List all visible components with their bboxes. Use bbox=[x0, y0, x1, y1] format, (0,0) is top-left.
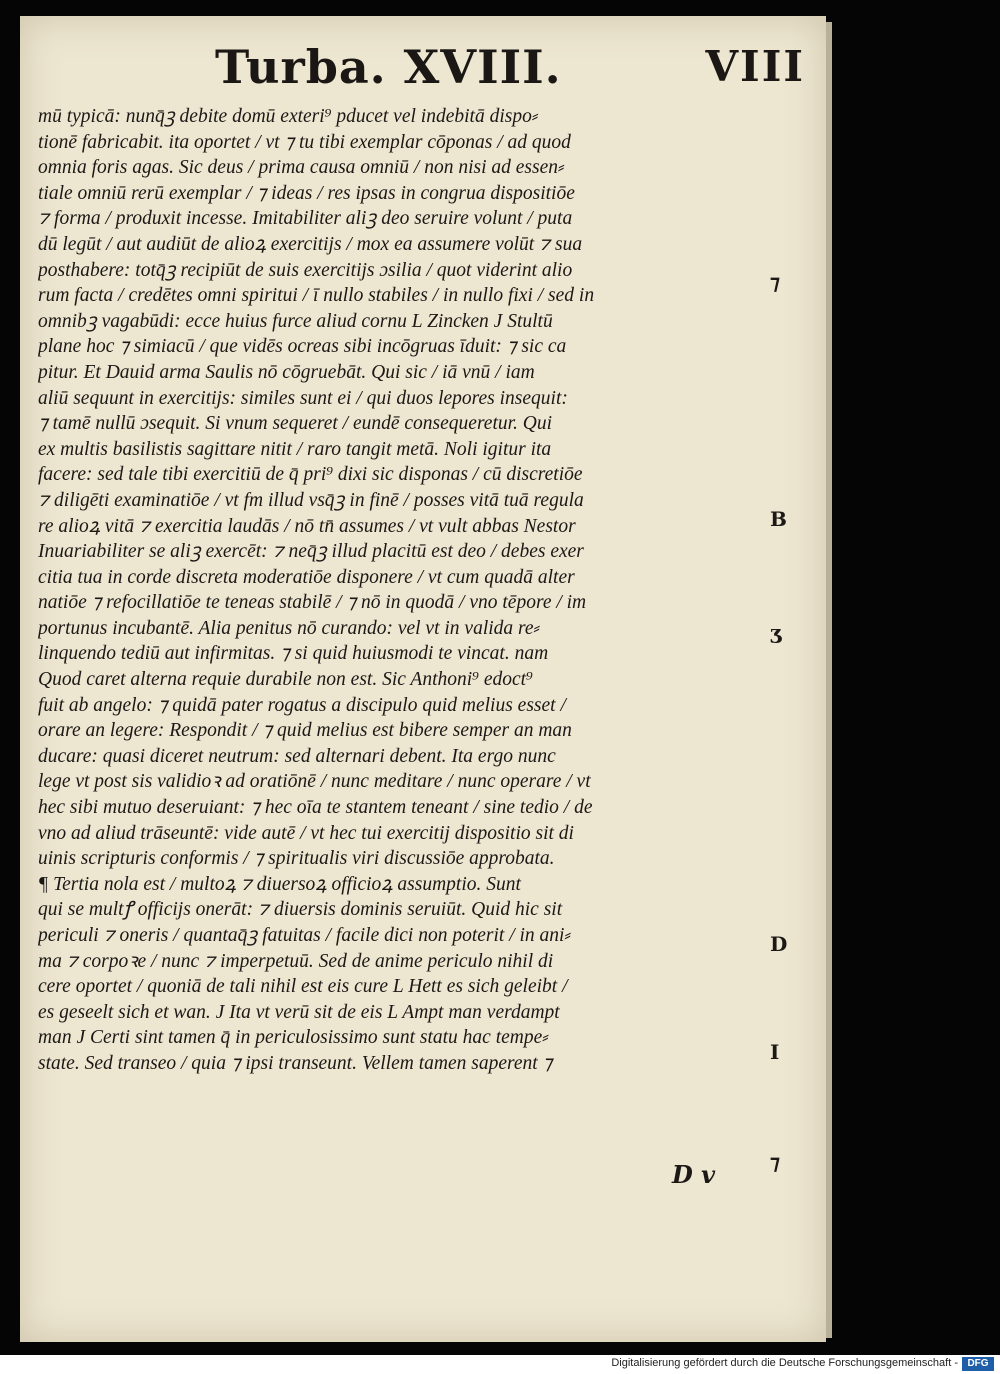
page-edge bbox=[826, 22, 832, 1338]
text-line: cere oportet / quoniā de tali nihil est eis cure L Hett es sich geleibt / bbox=[38, 976, 568, 998]
text-line: es geseelt sich et wan. J Ita vt verū sit de eis L Ampt man verdampt bbox=[38, 1001, 560, 1023]
text-line: facere: sed tale tibi exercitiū de q̄ pri⁹ dixi sic disponas / cū discretiōe bbox=[38, 464, 583, 486]
folio-number: VIII bbox=[705, 42, 805, 91]
text-line: fuit ab angelo: ⁊ quidā pater rogatus a discipulo quid melius esset / bbox=[38, 694, 566, 716]
margin-note: ʒ bbox=[770, 620, 782, 644]
text-line: ⁊ tamē nullū ɔsequit. Si vnum sequeret / eundē consequeretur. Qui bbox=[38, 413, 553, 435]
text-line: omnia foris agas. Sic deus / prima causa omniū / non nisi ad essen⸗ bbox=[38, 157, 565, 179]
margin-note: ⁊ bbox=[770, 270, 780, 294]
text-line: aliū sequunt in exercitijs: similes sunt ei / qui duos lepores insequit: bbox=[38, 387, 568, 409]
text-line: hec sibi mutuo deseruiant: ⁊ hec oīa te stantem teneant / sine tedio / de bbox=[38, 797, 593, 819]
funding-credit: Digitalisierung gefördert durch die Deutsche Forschungsgemeinschaft - bbox=[611, 1357, 958, 1369]
text-line: posthabere: totq̄ꝫ recipiūt de suis exercitijs ɔsilia / quot viderint alio bbox=[38, 259, 573, 281]
margin-note: D bbox=[770, 932, 788, 956]
text-line: Inuariabiliter se aliꝫ exercēt: ⁊ neq̄ꝫ illud placitū est deo / debes exer bbox=[38, 541, 584, 563]
text-line: ducare: quasi diceret neutrum: sed alternari debent. Ita ergo nunc bbox=[38, 745, 556, 767]
text-line: pitur. Et Dauid arma Saulis nō cōgruebāt. Qui sic / iā vnū / iam bbox=[38, 361, 535, 383]
text-line: ⁊ diligēti examinatiōe / vt fm illud vsq̄ꝫ in finē / posses vitā tuā regula bbox=[38, 489, 584, 511]
margin-note: B bbox=[770, 507, 787, 531]
text-line: ⁊ forma / produxit incesse. Imitabiliter aliꝫ deo seruire volunt / puta bbox=[38, 208, 573, 230]
running-title: Turba. XVIII. bbox=[215, 40, 562, 94]
text-line: qui se multꝭ officijs onerāt: ⁊ diuersis dominis seruiūt. Quid hic sit bbox=[38, 899, 563, 921]
body-text bbox=[38, 104, 762, 1077]
margin-note: I bbox=[770, 1040, 780, 1064]
text-line: vno ad aliud trāseuntē: vide autē / vt hec tui exercitij dispositio sit di bbox=[38, 822, 574, 844]
text-line: plane hoc ⁊ simiacū / que vidēs ocreas sibi incōgruas īduit: ⁊ sic ca bbox=[38, 336, 567, 358]
text-line: natiōe ⁊ refocillatiōe te teneas stabilē / ⁊ nō in quodā / vno tēpore / im bbox=[38, 592, 587, 614]
signature-mark: D v bbox=[672, 1160, 716, 1189]
text-line: linquendo tediū aut infirmitas. ⁊ si quid huiusmodi te vincat. nam bbox=[38, 643, 549, 665]
text-line: ma ⁊ corpoꝛe / nunc ⁊ imperpetuū. Sed de anime periculo nihil di bbox=[38, 950, 554, 972]
page-header bbox=[215, 40, 805, 110]
text-line: portunus incubantē. Alia penitus nō curando: vel vt in valida re⸗ bbox=[38, 617, 541, 639]
dfg-logo: DFG bbox=[962, 1357, 994, 1371]
text-line: dū legūt / aut audiūt de alioꝝ exercitijs / mox ea assumere volūt ⁊ sua bbox=[38, 233, 583, 255]
margin-note: ⁊ bbox=[770, 1150, 780, 1174]
text-line: uinis scripturis conformis / ⁊ spiritualis viri discussiōe approbata. bbox=[38, 848, 555, 870]
text-line: omnibꝫ vagabūdi: ecce huius furce aliud cornu L Zincken J Stultū bbox=[38, 310, 553, 332]
text-line: periculi ⁊ oneris / quantaq̄ꝫ fatuitas / facile dici non poterit / in ani⸗ bbox=[38, 925, 571, 946]
text-line: man J Certi sint tamen q̄ in periculosissimo sunt statu hac tempe⸗ bbox=[38, 1027, 549, 1049]
text-line: rum facta / credētes omni spiritui / ī nullo stabiles / in nullo fixi / sed in bbox=[38, 285, 595, 307]
text-line: ¶ Tertia nola est / multoꝝ ⁊ diuersoꝝ officioꝝ assumptio. Sunt bbox=[38, 873, 521, 895]
text-line: tionē fabricabit. ita oportet / vt ⁊ tu tibi exemplar cōponas / ad quod bbox=[38, 131, 571, 153]
text-line: re alioꝝ vitā ⁊ exercitia laudās / nō tn̄ assumes / vt vult abbas Nestor bbox=[38, 515, 576, 537]
text-line: tiale omniū rerū exemplar / ⁊ ideas / res ipsas in congrua dispositiōe bbox=[38, 182, 575, 204]
text-line: orare an legere: Respondit / ⁊ quid melius est bibere semper an man bbox=[38, 720, 572, 742]
text-line: Quod caret alterna requie durabile non est. Sic Anthoni⁹ edoct⁹ bbox=[38, 669, 533, 691]
text-line: ex multis basilistis sagittare nitit / raro tangit metā. Noli igitur ita bbox=[38, 438, 552, 460]
text-line: citia tua in corde discreta moderatiōe disponere / vt cum quadā alter bbox=[38, 566, 575, 588]
text-line: lege vt post sis validioꝛ ad oratiōnē / nunc meditare / nunc operare / vt bbox=[38, 771, 591, 793]
text-line: mū typicā: nunq̄ꝫ debite domū exteri⁹ pducet vel indebitā dispo⸗ bbox=[38, 106, 539, 127]
text-line: state. Sed transeo / quia ⁊ ipsi transeunt. Vellem tamen saperent ⁊ bbox=[38, 1052, 553, 1074]
footer-bar bbox=[0, 1355, 1000, 1374]
